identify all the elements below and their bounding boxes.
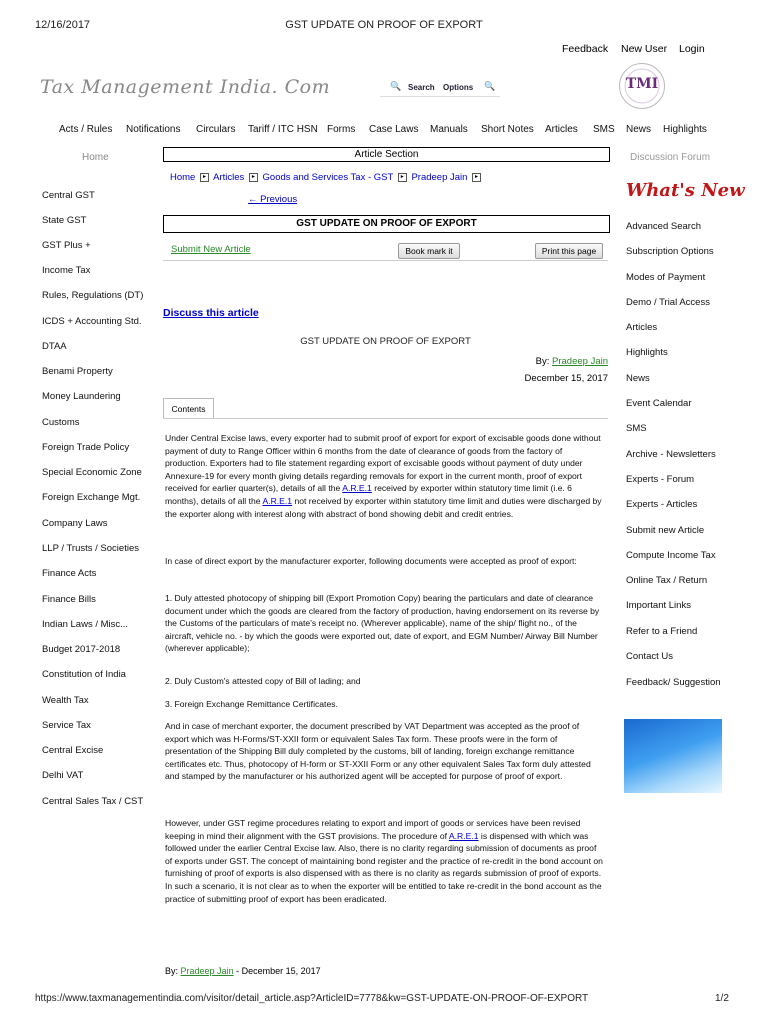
- sidebar-item-benami[interactable]: Benami Property: [42, 366, 113, 377]
- print-date: 12/16/2017: [35, 19, 91, 31]
- sidebar-item-delhi-vat[interactable]: Delhi VAT: [42, 770, 84, 781]
- sidebar-item-llp[interactable]: LLP / Trusts / Societies: [42, 543, 139, 554]
- right-item-compute-tax[interactable]: Compute Income Tax: [626, 550, 716, 561]
- discuss-article-link[interactable]: Discuss this article: [163, 307, 259, 319]
- tmi-emblem[interactable]: [619, 63, 665, 109]
- sidebar-item-constitution[interactable]: Constitution of India: [42, 669, 126, 680]
- article-heading: GST UPDATE ON PROOF OF EXPORT: [296, 218, 477, 229]
- sidebar-item-icds[interactable]: ICDS + Accounting Std.: [42, 316, 142, 327]
- right-item-highlights[interactable]: Highlights: [626, 347, 668, 358]
- nav-circulars[interactable]: Circulars: [196, 124, 236, 135]
- right-item-important-links[interactable]: Important Links: [626, 600, 691, 611]
- nav-case-laws[interactable]: Case Laws: [369, 124, 419, 135]
- discussion-forum-link[interactable]: Discussion Forum: [630, 152, 711, 163]
- tab-divider: [163, 418, 608, 419]
- previous-link[interactable]: ← Previous: [248, 194, 298, 205]
- sidebar-item-state-gst[interactable]: State GST: [42, 215, 87, 226]
- nav-articles[interactable]: Articles: [545, 124, 578, 135]
- sidebar-item-money-laundering[interactable]: Money Laundering: [42, 391, 121, 402]
- whats-new-banner: What's New: [626, 180, 745, 201]
- article-section-title: Article Section: [354, 149, 419, 160]
- right-item-archive[interactable]: Archive - Newsletters: [626, 449, 716, 460]
- are1-link[interactable]: A.R.E.1: [262, 495, 293, 506]
- home-link[interactable]: Home: [82, 152, 109, 163]
- by-label: By:: [535, 356, 550, 367]
- nav-news[interactable]: News: [626, 124, 652, 135]
- article-heading-box: [163, 215, 610, 233]
- breadcrumb-author[interactable]: Pradeep Jain: [411, 172, 468, 183]
- site-logo-text[interactable]: Tax Management India. Com: [40, 76, 331, 98]
- paragraph-1-part-a: Under Central Excise laws, every exporter had to submit proof of export for export of excisable goods done without payment of duty to Range Officer within 6 months from the date of clearance of goods from the factory of production. Exporters had to file statement regarding export of excisable goods without payment of duty under Annexure-19 for every month giving details regarding removals for export in the current month, proof of export received for earlier quarter(s), details of all the: [165, 433, 601, 494]
- footer-byline: [165, 966, 321, 976]
- sidebar-item-wealth-tax[interactable]: Wealth Tax: [42, 695, 89, 706]
- sidebar-item-rules-dt[interactable]: Rules, Regulations (DT): [42, 290, 144, 301]
- right-item-experts-forum[interactable]: Experts - Forum: [626, 474, 695, 485]
- sidebar-item-indian-laws[interactable]: Indian Laws / Misc...: [42, 619, 129, 630]
- nav-forms[interactable]: Forms: [327, 124, 356, 135]
- tab-contents[interactable]: Contents: [163, 398, 214, 419]
- sidebar-item-customs[interactable]: Customs: [42, 417, 80, 428]
- paragraph-7-part-a: However, under GST regime procedures relating to export and import of goods or services have been revised keeping in mind their alignment with the GST provisions. The procedure of: [165, 818, 581, 841]
- article-title: GST UPDATE ON PROOF OF EXPORT: [300, 336, 471, 347]
- sidebar-item-budget[interactable]: Budget 2017-2018: [42, 644, 121, 655]
- paragraph-7-part-b: is dispensed with which was followed under the earlier Central Excise law. Also, there is no clarity regarding submission of documents as proof of exports under GST. The concept of maintaining bond register and the practice of re-credit in the bond account on furnishing of proof of exports is also dispensed with as there is no clarity as regards submission of proof of exports. In such a scenario, it is not clear as to when the exporter will be entitled to take re-credit in the bond account as the practice of submitting proof of export has been eradicated.: [165, 830, 603, 904]
- right-item-articles[interactable]: Articles: [626, 322, 658, 333]
- author-link[interactable]: Pradeep Jain: [552, 356, 608, 367]
- right-item-sms[interactable]: SMS: [626, 423, 647, 434]
- sidebar-item-company-laws[interactable]: Company Laws: [42, 518, 108, 529]
- nav-manuals[interactable]: Manuals: [430, 124, 468, 135]
- right-item-event-calendar[interactable]: Event Calendar: [626, 398, 692, 409]
- submit-new-article-label[interactable]: Submit New Article: [171, 244, 251, 255]
- breadcrumb-home[interactable]: Home: [170, 172, 196, 183]
- paragraph-1: [165, 432, 605, 520]
- sidebar-item-dtaa[interactable]: DTAA: [42, 341, 67, 352]
- nav-notifications[interactable]: Notifications: [126, 124, 181, 135]
- feedback-link[interactable]: Feedback: [562, 43, 609, 55]
- breadcrumb-gst[interactable]: Goods and Services Tax - GST: [262, 172, 394, 183]
- print-url: https://www.taxmanagementindia.com/visitor/detail_article.asp?ArticleID=7778&kw=GST-UPDATE-ON-PROOF-OF-EXPORT: [35, 993, 589, 1004]
- sidebar-item-finance-bills[interactable]: Finance Bills: [42, 594, 96, 605]
- action-divider: [163, 260, 608, 261]
- paragraph-5: 3. Foreign Exchange Remittance Certificates.: [165, 699, 338, 709]
- nav-highlights[interactable]: Highlights: [663, 124, 707, 135]
- nav-short-notes[interactable]: Short Notes: [481, 124, 534, 135]
- footer-author-link[interactable]: Pradeep Jain: [180, 966, 234, 976]
- sidebar-item-central-gst[interactable]: Central GST: [42, 190, 95, 201]
- breadcrumb-arrow-icon: ▸: [398, 173, 407, 182]
- paragraph-1-part-b: received by exporter within statutory time limit (i.e. 6 months), details of all the: [165, 483, 572, 506]
- options-search-icon[interactable]: 🔍: [484, 81, 496, 91]
- right-item-advanced-search[interactable]: Advanced Search: [626, 221, 701, 232]
- right-item-feedback[interactable]: Feedback/ Suggestion: [626, 677, 721, 688]
- footer-by-label: By:: [165, 966, 179, 976]
- nav-tariff[interactable]: Tariff / ITC HSN: [248, 124, 318, 135]
- nav-acts-rules[interactable]: Acts / Rules: [59, 124, 113, 135]
- right-item-subscription[interactable]: Subscription Options: [626, 246, 714, 257]
- sidebar-item-cst[interactable]: Central Sales Tax / CST: [42, 796, 144, 807]
- submit-new-article-link[interactable]: [171, 244, 251, 255]
- nav-sms[interactable]: SMS: [593, 124, 615, 135]
- sidebar-item-income-tax[interactable]: Income Tax: [42, 265, 91, 276]
- paragraph-2: In case of direct export by the manufacturer exporter, following documents were accepted as proof of export:: [165, 556, 577, 566]
- sidebar-item-service-tax[interactable]: Service Tax: [42, 720, 91, 731]
- emblem-text: TMI: [625, 76, 659, 92]
- breadcrumb-arrow-icon: ▸: [472, 173, 481, 182]
- new-user-link[interactable]: New User: [621, 43, 668, 55]
- sky-banner-image[interactable]: [624, 719, 722, 793]
- sidebar-item-fema[interactable]: Foreign Exchange Mgt.: [42, 492, 141, 503]
- breadcrumb-arrow-icon: ▸: [200, 173, 209, 182]
- are1-link[interactable]: A.R.E.1: [448, 830, 479, 841]
- print-title: GST UPDATE ON PROOF OF EXPORT: [285, 19, 483, 31]
- right-item-refer-friend[interactable]: Refer to a Friend: [626, 626, 698, 637]
- sidebar-item-finance-acts[interactable]: Finance Acts: [42, 568, 97, 579]
- right-item-news[interactable]: News: [626, 373, 650, 384]
- paragraph-4: 2. Duly Custom's attested copy of Bill of lading; and: [165, 676, 361, 686]
- print-page-number: 1/2: [715, 993, 729, 1004]
- breadcrumb: [170, 172, 483, 183]
- bookmark-button[interactable]: Book mark it: [398, 243, 460, 259]
- are1-link[interactable]: A.R.E.1: [342, 483, 372, 494]
- search-icon[interactable]: 🔍: [390, 81, 402, 91]
- paragraph-1-part-c: not received by exporter within statutory time limit and duties were discharged by the exporter along with interest along with abstract of bond showing debit and credit entries.: [165, 495, 602, 519]
- right-item-experts-articles[interactable]: Experts - Articles: [626, 499, 698, 510]
- right-item-submit-article[interactable]: Submit new Article: [626, 525, 705, 536]
- sidebar-item-gst-plus[interactable]: GST Plus +: [42, 240, 91, 251]
- footer-date: - December 15, 2017: [233, 966, 321, 976]
- article-byline: [450, 356, 608, 367]
- sidebar-item-sez[interactable]: Special Economic Zone: [42, 467, 142, 478]
- paragraph-6: And in case of merchant exporter, the document prescribed by VAT Department was accepted as the proof of export which was H-Forms/ST-XXII form or equivalent Sales Tax form. These proofs were in the form of presentation of the Shipping Bill duly completed by the customs, bill of landing, foreign exchange remittance certificates etc. Thus, photocopy of H-form or ST-XXII Form or any other equivalent Sales Tax form duly attested and stamped by the manufacturer or his authorized agent will be accepted for purpose of proof of export.: [165, 721, 591, 782]
- right-item-demo[interactable]: Demo / Trial Access: [626, 297, 710, 308]
- print-page-button[interactable]: Print this page: [535, 243, 603, 259]
- right-item-modes-payment[interactable]: Modes of Payment: [626, 272, 706, 283]
- search-label[interactable]: Search: [408, 83, 435, 92]
- article-section-header: [163, 147, 610, 162]
- right-item-contact-us[interactable]: Contact Us: [626, 651, 673, 662]
- paragraph-3: 1. Duly attested photocopy of shipping bill (Export Promotion Copy) bearing the particulars and date of clearance document under which the goods are cleared from the factory of production, having endorsement on its reverse by the Customs of the particulars of mate's receipt no. (Wherever applicable), name of the ship/ flight no., of the aircraft, vehicle no. - by which the goods were exported out, date of export, and EGM Number/ Airway Bill Number (wherever applicable);: [165, 593, 600, 654]
- search-bar[interactable]: [380, 80, 500, 97]
- paragraph-7: [165, 817, 605, 905]
- right-item-online-tax[interactable]: Online Tax / Return: [626, 575, 708, 586]
- search-options[interactable]: Options: [443, 83, 474, 92]
- breadcrumb-articles[interactable]: Articles: [213, 172, 245, 183]
- article-date: December 15, 2017: [524, 373, 608, 384]
- breadcrumb-arrow-icon: ▸: [249, 173, 258, 182]
- sidebar-item-foreign-trade[interactable]: Foreign Trade Policy: [42, 442, 130, 453]
- login-link[interactable]: Login: [679, 43, 705, 55]
- sidebar-item-central-excise[interactable]: Central Excise: [42, 745, 104, 756]
